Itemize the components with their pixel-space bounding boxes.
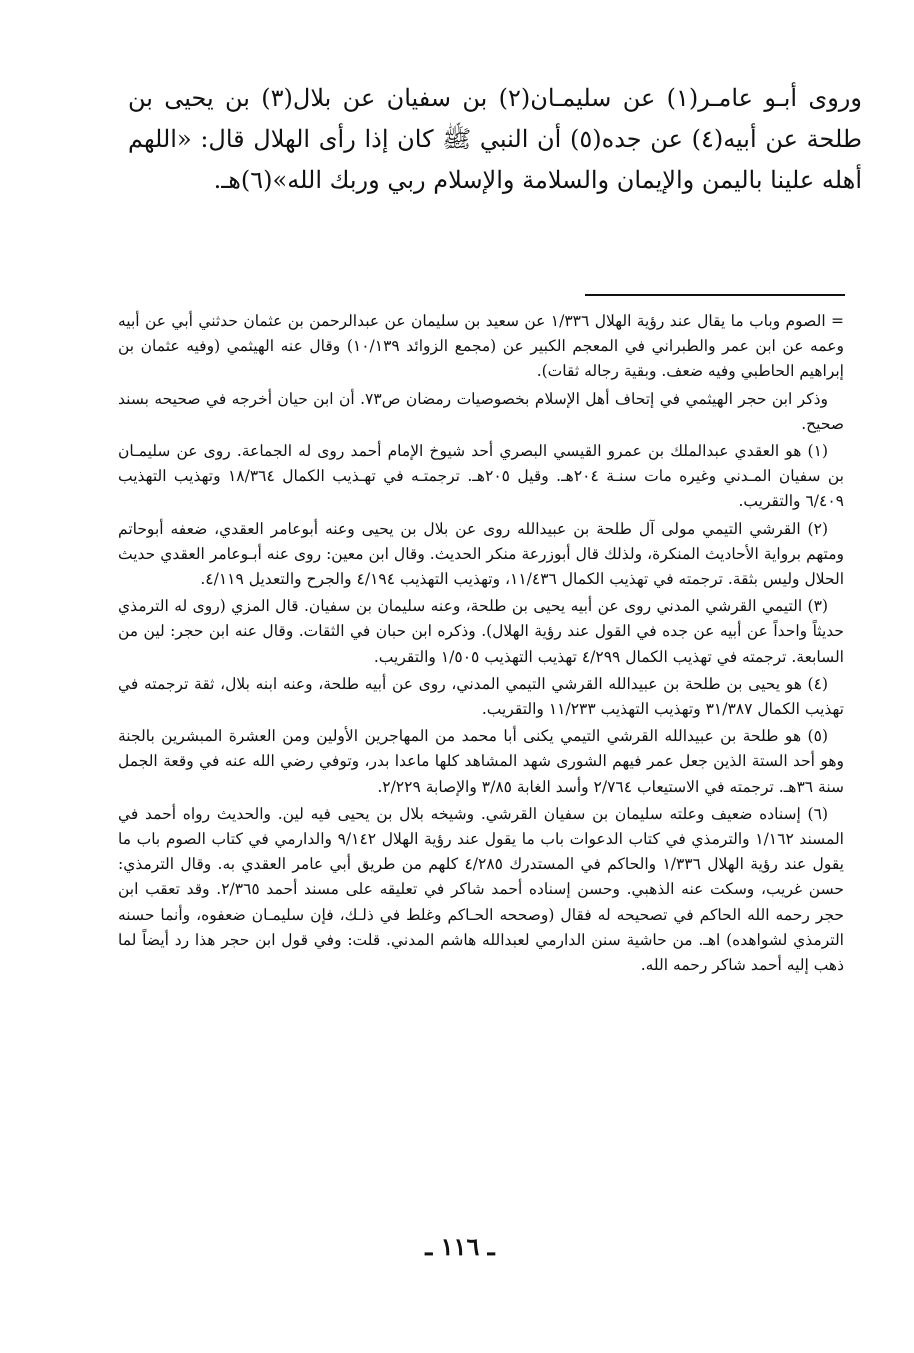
footnote-6: (٦) إسناده ضعيف وعلته سليمان بن سفيان القرشي. وشيخه بلال بن يحيى فيه لين. والحديث رواه أحمد في المسند ١/١٦٢ والترمذي في كتاب الدعوات باب ما يقول عند رؤية الهلال ٩/١٤٢ والدارمي في كتاب الصوم باب ما يقول عند رؤية الهلال ١/٣٣٦ والحاكم في المستدرك ٤/٢٨٥ كلهم من طريق أبي عامر العقدي به. وقال الترمذي: حسن غريب، وسكت عنه الذهبي. وحسن إسناده أحمد شاكر في تعليقه على مسند أحمد ٢/٣٦٥. وقد تعقب ابن حجر رحمه الله الحاكم في تصحيحه له فقال (وصححه الحـاكم وغلط في ذلـك، فإن سليمـان ضعفوه، وأنما حسنه الترمذي لشواهده) اهـ. من حاشية سنن الدارمي لعبدالله هاشم المدني. قلت: وفي قول ابن حجر هذا رد أيضاً لما ذهب إليه أحمد شاكر رحمه الله.: [118, 804, 844, 975]
footnote-5: (٥) هو طلحة بن عبيدالله القرشي التيمي يكنى أبا محمد من المهاجرين الأولين ومن العشرة المبشرين بالجنة وهو أحد الستة الذين جعل عمر فيهم الشورى شهد المشاهد كلها ماعدا بدر، وتوفي رضي الله عنه في وقعة الجمل سنة ٣٦هـ. ترجمته في الاستيعاب ٢/٧٦٤ وأسد الغابة ٣/٨٥ والإصابة ٢/٢٢٩.: [118, 727, 844, 796]
main-paragraph: وروى أبـو عامـر(١) عن سليمـان(٢) بن سفيان عن بلال(٣) بن يحيى بن طلحة عن أبيه(٤) عن جده(٥) أن النبي ﷺ كان إذا رأى الهلال قال: «اللهم أهله علينا باليمن والإيمان والسلامة والإسلام ربي وربك الله»(٦)هـ.: [128, 84, 862, 194]
footnote-continuation-2: وذكر ابن حجر الهيثمي في إتحاف أهل الإسلام بخصوصيات رمضان ص٧٣. أن ابن حيان أخرجه في صحيحه بسند صحيح.: [118, 389, 844, 433]
main-text: [128, 78, 862, 201]
footnote-continuation: = الصوم وباب ما يقال عند رؤية الهلال ١/٣٣٦ عن سعيد بن سليمان عن عبدالرحمن بن عثمان حدثني أبي عن أبيه وعمه عن ابن عمر والطبراني في المعجم الكبير عن (مجمع الزوائد ١٠/١٣٩) وقال عنه الهيثمي (وفيه عثمان بن إبراهيم الحاطبي وفيه ضعف. وبقية رجاله ثقات).: [118, 312, 844, 381]
footnote-4: (٤) هو يحيى بن طلحة بن عبيدالله القرشي التيمي المدني، روى عن أبيه طلحة، وعنه ابنه بلال، ثقة ترجمته في تهذيب الكمال ٣١/٣٨٧ وتهذيب التهذيب ١١/٢٣٣ والتقريب.: [118, 674, 844, 719]
footnote-1: (١) هو العقدي عبدالملك بن عمرو القيسي البصري أحد شيوخ الإمام أحمد روى له الجماعة. روى عن سليمـان بن سفيان المـدني وغيره مات سنـة ٢٠٤هـ. وقيل ٢٠٥هـ. ترجمتـه في تهـذيب الكمال ١٨/٣٦٤ وتهذيب التهذيب ٦/٤٠٩ والتقريب.: [118, 442, 844, 511]
footnote-separator: [585, 294, 845, 296]
footnote-3: (٣) التيمي القرشي المدني روى عن أبيه يحيى بن طلحة، وعنه سليمان بن سفيان. قال المزي (روى له الترمذي حديثاً واحداً عن أبيه عن جده في القول عند رؤية الهلال). وذكره ابن حبان في الثقات. وقال عنه ابن حجر: لين من السابعة. ترجمته في تهذيب الكمال ٤/٢٩٩ تهذيب التهذيب ١/٥٠٥ والتقريب.: [118, 597, 844, 666]
page-number: ـ ١١٦ ـ: [425, 1232, 495, 1261]
footnote-2: (٢) القرشي التيمي مولى آل طلحة بن عبيدالله روى عن بلال بن يحيى وعنه أبوعامر العقدي، ضعفه أبوحاتم ومتهم برواية الأحاديث المنكرة، ولذلك قال أبوزرعة منكر الحديث. وقال ابن معين: روى عنه أبـوعامر العقدي حديث الحلال وليس بثقة. ترجمته في تهذيب الكمال ١١/٤٣٦، وتهذيب التهذيب ٤/١٩٤ والجرح والتعديل ٤/١١٩.: [118, 519, 844, 589]
footnotes: [118, 309, 844, 980]
